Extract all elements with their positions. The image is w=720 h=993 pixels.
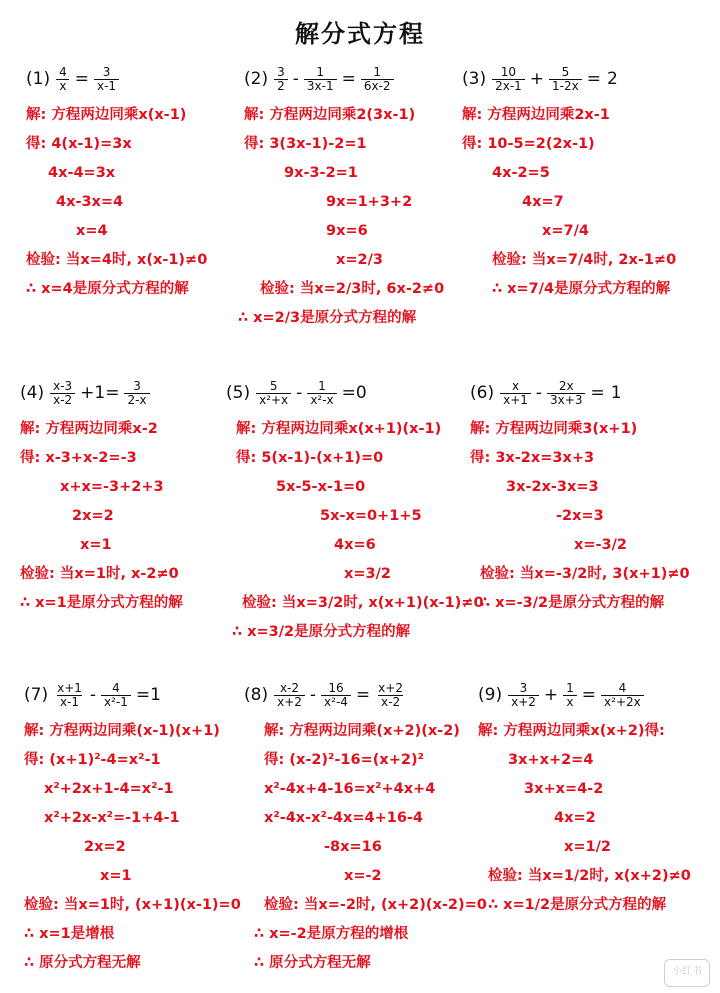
solution-line: 解: 方程两边同乘2(3x-1) xyxy=(244,107,416,123)
denominator: x-2 xyxy=(50,393,75,407)
solution-line: x=4 xyxy=(76,223,108,239)
numerator: x-2 xyxy=(279,680,300,695)
equation-operator: + xyxy=(529,69,545,89)
solution-line: 检验: 当x=-2时, (x+2)(x-2)=0 xyxy=(264,897,487,913)
numerator: 4 xyxy=(112,680,120,695)
solution-line: ∴ x=3/2是原分式方程的解 xyxy=(232,624,411,640)
problem-equation xyxy=(244,62,476,96)
numerator: 1 xyxy=(373,64,381,79)
solution-line: 检验: 当x=1/2时, x(x+2)≠0 xyxy=(488,868,691,884)
solution-line: x=1 xyxy=(100,868,132,884)
solution-line: ∴ x=-2是原方程的增根 xyxy=(254,926,409,942)
solution-line: 检验: 当x=-3/2时, 3(x+1)≠0 xyxy=(480,566,690,582)
denominator: x+2 xyxy=(274,695,305,709)
fraction xyxy=(601,682,644,709)
problem-5 xyxy=(226,376,484,642)
solution-line: 解: 方程两边同乘2x-1 xyxy=(462,107,610,123)
equation-operator: - xyxy=(309,685,317,705)
denominator: x-1 xyxy=(57,695,82,709)
numerator: 5 xyxy=(561,64,570,79)
fraction xyxy=(321,682,351,709)
equation-operator: =0 xyxy=(341,383,367,403)
solution-line: x²-4x-x²-4x=4+16-4 xyxy=(264,810,424,826)
problem-2 xyxy=(238,62,476,328)
solution-line: x+x=-3+2+3 xyxy=(60,479,164,495)
equation-operator: 1 xyxy=(610,383,622,403)
solution-line: 4x=6 xyxy=(334,537,376,553)
denominator: x-1 xyxy=(94,79,119,93)
numerator: 2x xyxy=(558,378,574,393)
fraction xyxy=(375,682,406,709)
solution-line: 9x-3-2=1 xyxy=(284,165,358,181)
problem-equation xyxy=(20,376,252,410)
denominator: 2x-1 xyxy=(492,79,525,93)
denominator: x²+2x xyxy=(601,695,644,709)
equation-operator: = xyxy=(586,69,601,89)
solution-line: ∴ x=1/2是原分式方程的解 xyxy=(488,897,667,913)
solution-line: 解: 方程两边同乘x(x+2)得: xyxy=(478,723,665,739)
solution-line: ∴ x=-3/2是原分式方程的解 xyxy=(480,595,665,611)
problem-equation xyxy=(470,376,702,410)
solution-line: 检验: 当x=7/4时, 2x-1≠0 xyxy=(492,252,677,268)
problem-number: (1) xyxy=(26,69,51,89)
denominator: x xyxy=(56,79,69,93)
solution-line: 4x-3x=4 xyxy=(56,194,124,210)
solution-line: x=-2 xyxy=(344,868,382,884)
solution-line: x=7/4 xyxy=(542,223,589,239)
solution-line: 解: 方程两边同乘x-2 xyxy=(20,421,158,437)
denominator: 6x-2 xyxy=(361,79,394,93)
equation-operator: = xyxy=(355,685,371,705)
fraction xyxy=(274,66,288,93)
numerator: x-3 xyxy=(53,378,73,393)
denominator: x+2 xyxy=(508,695,539,709)
solution-line: 解: 方程两边同乘(x+2)(x-2) xyxy=(264,723,460,739)
solution-line: 解: 方程两边同乘x(x-1) xyxy=(26,107,187,123)
numerator: 5 xyxy=(269,378,278,393)
problem-number: (3) xyxy=(462,69,487,89)
denominator: 2 xyxy=(274,79,288,93)
solution-line: 得: 10-5=2(2x-1) xyxy=(462,136,595,152)
solution-line: 解: 方程两边同乘(x-1)(x+1) xyxy=(24,723,220,739)
fraction xyxy=(361,66,394,93)
solution-line: 检验: 当x=1时, (x+1)(x-1)=0 xyxy=(24,897,241,913)
solution-line: x=2/3 xyxy=(336,252,383,268)
problem-number: (8) xyxy=(244,685,269,705)
solution-line: 检验: 当x=1时, x-2≠0 xyxy=(20,566,179,582)
fraction xyxy=(56,66,70,93)
problem-number: (9) xyxy=(478,685,503,705)
numerator: 1 xyxy=(316,64,325,79)
solution-line: 3x+x+2=4 xyxy=(508,752,594,768)
problem-4 xyxy=(20,376,252,613)
watermark-logo: 小红书 xyxy=(664,959,710,987)
equation-operator: = xyxy=(590,383,605,403)
numerator: 3 xyxy=(102,64,111,79)
solution-line: 得: (x-2)²-16=(x+2)² xyxy=(264,752,424,768)
denominator: x²-1 xyxy=(101,695,131,709)
fraction xyxy=(563,682,577,709)
solution-line: 检验: 当x=4时, x(x-1)≠0 xyxy=(26,252,208,268)
numerator: x xyxy=(511,378,520,393)
solution-line: ∴ x=7/4是原分式方程的解 xyxy=(492,281,671,297)
fraction xyxy=(508,682,539,709)
solution-line: 检验: 当x=3/2时, x(x+1)(x-1)≠0 xyxy=(242,595,484,611)
equation-operator: = xyxy=(74,69,89,89)
problem-number: (7) xyxy=(24,685,49,705)
solution-line: ∴ 原分式方程无解 xyxy=(24,955,141,971)
page-title: 解分式方程 xyxy=(295,20,425,48)
problem-equation xyxy=(226,376,458,410)
numerator: 16 xyxy=(328,680,344,695)
solution-line: 9x=1+3+2 xyxy=(326,194,413,210)
solution-line: 得: 3x-2x=3x+3 xyxy=(470,450,595,466)
denominator: x xyxy=(563,695,576,709)
numerator: x+1 xyxy=(57,680,82,695)
problem-equation xyxy=(24,678,256,712)
problem-equation xyxy=(478,678,710,712)
numerator: 3 xyxy=(519,680,528,695)
denominator: 1-2x xyxy=(549,79,582,93)
equation-operator: + xyxy=(543,685,559,705)
solution-line: x=1/2 xyxy=(564,839,611,855)
problem-number: (5) xyxy=(226,383,251,403)
solution-line: 得: 4(x-1)=3x xyxy=(26,136,132,152)
numerator: 4 xyxy=(59,64,67,79)
solution-line: 9x=6 xyxy=(326,223,368,239)
solution-line: x=3/2 xyxy=(344,566,391,582)
equation-operator: =1 xyxy=(135,685,161,705)
solution-line: x²-4x+4-16=x²+4x+4 xyxy=(264,781,436,797)
denominator: x²-4 xyxy=(321,695,351,709)
equation-operator: - xyxy=(89,685,97,705)
equation-operator: - xyxy=(535,383,543,403)
fraction xyxy=(549,66,582,93)
solution-line: 3x+x=4-2 xyxy=(524,781,604,797)
denominator: 2-x xyxy=(124,393,149,407)
solution-line: 3x-2x-3x=3 xyxy=(506,479,599,495)
solution-line: x²+2x+1-4=x²-1 xyxy=(44,781,174,797)
solution-line: ∴ x=1是原分式方程的解 xyxy=(20,595,183,611)
equation-operator: - xyxy=(296,383,303,403)
problem-9 xyxy=(478,678,710,915)
solution-line: 得: 5(x-1)-(x+1)=0 xyxy=(236,450,384,466)
solution-line: 解: 方程两边同乘x(x+1)(x-1) xyxy=(236,421,442,437)
solution-line: 4x=7 xyxy=(522,194,564,210)
fraction xyxy=(256,380,291,407)
denominator: 3x-1 xyxy=(304,79,337,93)
numerator: 1 xyxy=(318,378,326,393)
solution-line: ∴ 原分式方程无解 xyxy=(254,955,371,971)
fraction xyxy=(274,682,305,709)
problem-number: (4) xyxy=(20,383,45,403)
denominator: x²+x xyxy=(256,393,291,407)
fraction xyxy=(101,682,131,709)
problem-number: (6) xyxy=(470,383,495,403)
denominator: x+1 xyxy=(500,393,531,407)
solution-line: 5x-x=0+1+5 xyxy=(320,508,422,524)
problem-7 xyxy=(24,678,256,973)
problem-equation xyxy=(26,62,258,96)
solution-line: 5x-5-x-1=0 xyxy=(276,479,366,495)
solution-line: x²+2x-x²=-1+4-1 xyxy=(44,810,180,826)
fraction xyxy=(94,66,119,93)
problem-3 xyxy=(462,62,694,299)
equation-operator: = xyxy=(341,69,356,89)
equation-operator: - xyxy=(292,69,299,89)
problem-1 xyxy=(26,62,258,299)
solution-line: 得: 3(3x-1)-2=1 xyxy=(244,136,367,152)
problem-8 xyxy=(244,678,487,973)
solution-line: 4x-4=3x xyxy=(48,165,116,181)
denominator: x²-x xyxy=(307,393,336,407)
numerator: 3 xyxy=(133,378,141,393)
numerator: x+2 xyxy=(378,680,403,695)
solution-line: ∴ x=1是增根 xyxy=(24,926,115,942)
fraction xyxy=(50,380,75,407)
fraction xyxy=(492,66,525,93)
solution-line: 检验: 当x=2/3时, 6x-2≠0 xyxy=(260,281,445,297)
solution-line: x=-3/2 xyxy=(574,537,627,553)
problem-equation xyxy=(244,678,476,712)
solution-line: -8x=16 xyxy=(324,839,382,855)
solution-line: 得: (x+1)²-4=x²-1 xyxy=(24,752,161,768)
fraction xyxy=(124,380,149,407)
numerator: 3 xyxy=(277,64,285,79)
numerator: 4 xyxy=(618,680,627,695)
fraction xyxy=(304,66,337,93)
solution-line: ∴ x=4是原分式方程的解 xyxy=(26,281,189,297)
denominator: 3x+3 xyxy=(547,393,585,407)
fraction xyxy=(54,682,85,709)
problem-6 xyxy=(470,376,702,613)
solution-line: ∴ x=2/3是原分式方程的解 xyxy=(238,310,417,326)
fraction xyxy=(547,380,585,407)
solution-line: 得: x-3+x-2=-3 xyxy=(20,450,137,466)
numerator: 1 xyxy=(566,680,574,695)
numerator: 10 xyxy=(500,64,517,79)
solution-line: 2x=2 xyxy=(84,839,126,855)
solution-line: 4x=2 xyxy=(554,810,596,826)
solution-line: x=1 xyxy=(80,537,112,553)
solution-line: 2x=2 xyxy=(72,508,114,524)
equation-operator: +1= xyxy=(80,383,120,403)
fraction xyxy=(500,380,531,407)
equation-operator: 2 xyxy=(607,69,618,89)
denominator: x-2 xyxy=(378,695,403,709)
fraction xyxy=(307,380,336,407)
solution-line: -2x=3 xyxy=(556,508,604,524)
equation-operator: = xyxy=(581,685,597,705)
solution-line: 解: 方程两边同乘3(x+1) xyxy=(470,421,638,437)
problem-number: (2) xyxy=(244,69,269,89)
solution-line: 4x-2=5 xyxy=(492,165,550,181)
problem-equation xyxy=(462,62,694,96)
